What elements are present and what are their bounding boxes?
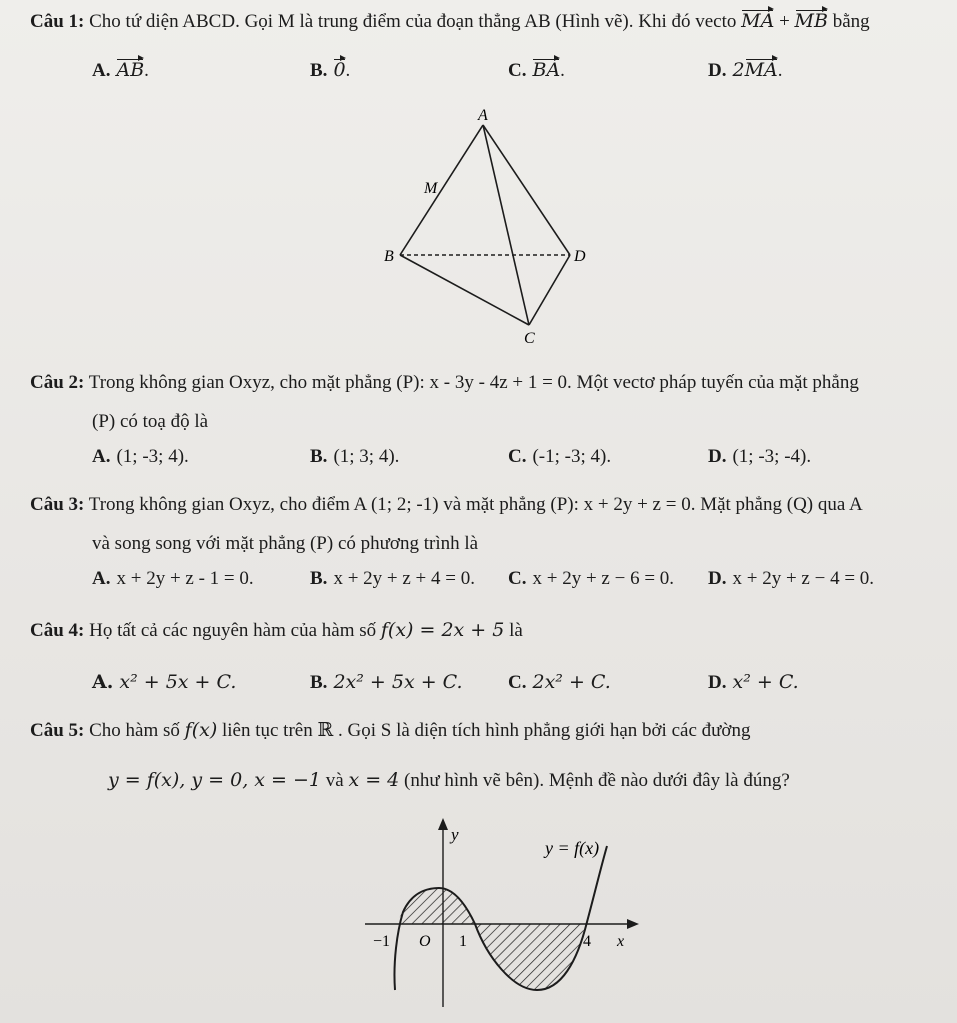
- option-text: (-1; -3; 4).: [532, 446, 612, 467]
- option-key: A.: [92, 60, 111, 81]
- q2-stem-line2: [92, 410, 208, 434]
- q4-option-c[interactable]: [508, 670, 611, 695]
- label-b: B: [384, 248, 394, 265]
- tick-minus-one: −1: [373, 933, 391, 950]
- q3-text-line1: Trong không gian Oxyz, cho điểm A (1; 2; -1) và mặt phẳng (P): x + 2y + z = 0. Mặt phẳng (Q) qua A: [88, 494, 863, 515]
- q2-option-b[interactable]: [310, 445, 399, 469]
- label-a: A: [478, 107, 488, 124]
- edge-ad: [483, 125, 570, 255]
- curve-label: y = f(x): [545, 838, 600, 858]
- option-text: x + 2y + z − 4 = 0.: [732, 568, 875, 589]
- option-text: (1; -3; -4).: [732, 446, 812, 467]
- q1-option-d[interactable]: [708, 58, 783, 83]
- q5-text-b: liên tục trên ℝ . Gọi S là diện tích hình phẳng giới hạn bởi các đường: [221, 720, 751, 741]
- q3-stem-line2: [92, 532, 478, 556]
- q1-option-c[interactable]: [508, 58, 565, 83]
- q4-option-b[interactable]: [310, 670, 463, 695]
- option-text: 2x² + 5x + C.: [333, 671, 463, 693]
- option-text: 2x² + C.: [532, 671, 611, 693]
- option-vector: MA: [744, 59, 778, 81]
- option-text: (1; 3; 4).: [333, 446, 400, 467]
- option-text: .: [345, 60, 351, 81]
- q3-option-c[interactable]: [508, 567, 674, 591]
- option-prefix: 2: [732, 59, 745, 81]
- q3-option-d[interactable]: [708, 567, 874, 591]
- x-axis-label: x: [617, 933, 625, 950]
- option-text: x² + C.: [732, 671, 799, 693]
- q5-label: Câu 5:: [30, 720, 85, 741]
- option-key: D.: [708, 568, 727, 589]
- option-key: C.: [508, 672, 527, 693]
- q1-stem: [30, 9, 870, 34]
- q4-label: Câu 4:: [30, 620, 85, 641]
- q5-stem-line2: [108, 768, 790, 793]
- option-key: D.: [708, 60, 727, 81]
- q1-text: Cho tứ diện ABCD. Gọi M là trung điểm của đoạn thẳng AB (Hình vẽ). Khi đó vecto: [89, 11, 737, 32]
- q3-option-b[interactable]: [310, 567, 475, 591]
- q4-option-a[interactable]: [92, 670, 236, 694]
- option-key: B.: [310, 672, 328, 693]
- option-key: B.: [310, 568, 328, 589]
- option-key: C.: [508, 446, 527, 467]
- q1-text-after: bằng: [832, 11, 870, 32]
- option-text: x + 2y + z + 4 = 0.: [333, 568, 475, 589]
- q1-option-b[interactable]: [310, 58, 350, 83]
- option-text: .: [144, 60, 149, 81]
- label-c: C: [524, 330, 535, 347]
- q5-and: và: [325, 770, 344, 791]
- edge-bc: [400, 255, 529, 325]
- q5-func: f(x): [184, 719, 218, 741]
- q2-label: Câu 2:: [30, 372, 85, 393]
- option-vector: 0: [333, 59, 346, 81]
- option-key: A.: [92, 568, 111, 589]
- q5-rest: (như hình vẽ bên). Mệnh đề nào dưới đây là đúng?: [404, 770, 790, 791]
- option-vector: AB: [116, 59, 145, 81]
- edge-ac: [483, 125, 529, 325]
- q2-stem-line1: [30, 371, 859, 395]
- q2-option-d[interactable]: [708, 445, 811, 469]
- function-graph: [355, 812, 655, 1017]
- origin-label: O: [419, 933, 431, 950]
- y-axis-label: y: [451, 825, 459, 844]
- option-text: x + 2y + z - 1 = 0.: [116, 568, 254, 589]
- q2-text-line1: Trong không gian Oxyz, cho mặt phẳng (P): x - 3y - 4z + 1 = 0. Một vectơ pháp tuyến của mặt phẳng: [88, 372, 859, 393]
- option-text: .: [560, 60, 565, 81]
- q4-stem: [30, 618, 523, 643]
- q1-option-a[interactable]: [92, 58, 149, 83]
- q3-label: Câu 3:: [30, 494, 85, 515]
- q3-option-a[interactable]: [92, 567, 254, 591]
- edge-ab: [400, 125, 483, 255]
- tick-four: 4: [583, 933, 591, 950]
- q5-math-1: y = f(x), y = 0, x = −1: [108, 769, 322, 791]
- option-text: x² + 5x + C.: [119, 671, 237, 693]
- q4-text: Họ tất cả các nguyên hàm của hàm số: [89, 620, 377, 641]
- q2-option-c[interactable]: [508, 445, 611, 469]
- q4-text-after: là: [509, 620, 523, 641]
- option-key: D.: [708, 672, 727, 693]
- q5-text-a: Cho hàm số: [89, 720, 180, 741]
- q4-option-d[interactable]: [708, 670, 799, 695]
- q3-text-line2: và song song với mặt phẳng (P) có phương trình là: [92, 533, 479, 554]
- option-text: x + 2y + z − 6 = 0.: [532, 568, 675, 589]
- tetrahedron-figure: [380, 105, 610, 350]
- option-key: B.: [310, 446, 328, 467]
- option-vector: BA: [532, 59, 561, 81]
- option-text: .: [777, 60, 783, 81]
- tick-one: 1: [459, 933, 467, 950]
- option-text: (1; -3; 4).: [116, 446, 189, 467]
- option-key: B.: [310, 60, 328, 81]
- y-axis-arrow: [438, 818, 448, 830]
- option-key: C.: [508, 568, 527, 589]
- q2-option-a[interactable]: [92, 445, 189, 469]
- option-key: A.: [92, 446, 111, 467]
- q1-label: Câu 1:: [30, 11, 85, 32]
- q1-vector-ma: MA: [741, 10, 775, 32]
- option-key: C.: [508, 60, 527, 81]
- q5-math-2: x = 4: [348, 769, 400, 791]
- option-key: D.: [708, 446, 727, 467]
- q1-plus: +: [779, 11, 790, 32]
- option-key: A.: [92, 671, 114, 693]
- label-m: M: [424, 180, 438, 197]
- edge-dc: [529, 255, 570, 325]
- label-d: D: [574, 248, 586, 265]
- q5-stem-line1: [30, 718, 750, 743]
- q1-vector-mb: MB: [794, 10, 828, 32]
- q3-stem-line1: [30, 493, 863, 517]
- region-above-axis: [397, 888, 475, 924]
- q4-function: f(x) = 2x + 5: [380, 619, 505, 641]
- q2-text-line2: (P) có toạ độ là: [92, 411, 209, 432]
- x-axis-arrow: [627, 919, 639, 929]
